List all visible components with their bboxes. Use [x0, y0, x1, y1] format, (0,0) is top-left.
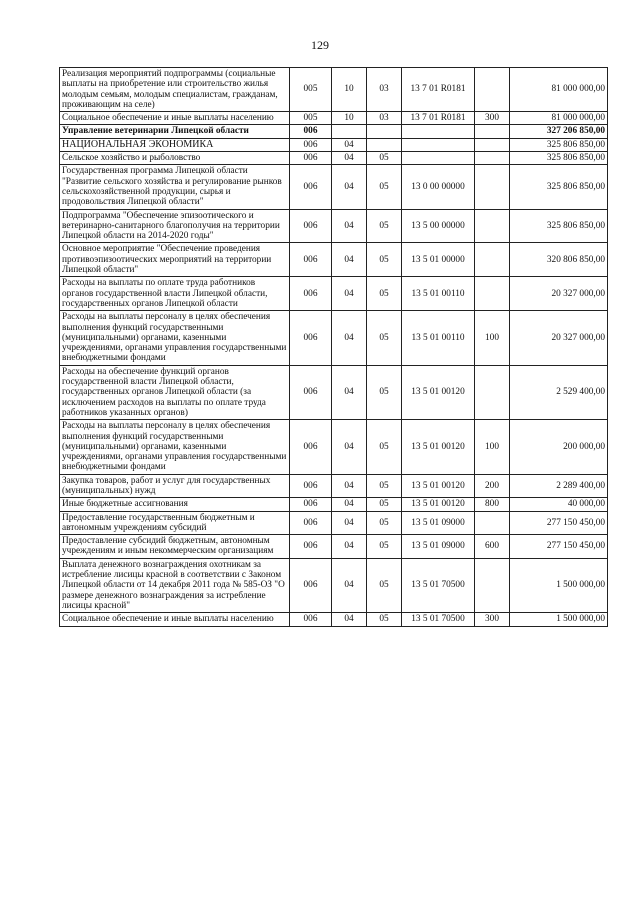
cell-target-article: [402, 138, 475, 151]
cell-name: Предоставление государственным бюджетным и автономным учреждениям субсидий: [60, 511, 290, 535]
cell-name: Расходы на выплаты по оплате труда работников органов государственной власти Липецкой области, государственных органов Липецкой области: [60, 277, 290, 311]
cell-grbs: 006: [290, 613, 332, 626]
table-row: [60, 311, 608, 365]
cell-subsection: 03: [367, 112, 402, 125]
cell-name: Закупка товаров, работ и услуг для государственных (муниципальных) нужд: [60, 474, 290, 498]
cell-subsection: 05: [367, 209, 402, 243]
cell-expense-type: [475, 165, 510, 209]
cell-section: 10: [332, 112, 367, 125]
cell-amount: 327 206 850,00: [510, 125, 608, 138]
cell-expense-type: 600: [475, 535, 510, 559]
cell-section: 04: [332, 511, 367, 535]
cell-subsection: [367, 138, 402, 151]
cell-target-article: 13 5 01 00120: [402, 365, 475, 419]
cell-subsection: 05: [367, 277, 402, 311]
cell-target-article: [402, 152, 475, 165]
table-row: [60, 498, 608, 511]
cell-target-article: 13 5 01 09000: [402, 535, 475, 559]
cell-name: Социальное обеспечение и иные выплаты населению: [60, 613, 290, 626]
table-row: [60, 209, 608, 243]
table-row: [60, 112, 608, 125]
cell-section: 04: [332, 209, 367, 243]
cell-section: 04: [332, 535, 367, 559]
cell-amount: 81 000 000,00: [510, 68, 608, 112]
cell-expense-type: [475, 138, 510, 151]
cell-expense-type: [475, 68, 510, 112]
cell-expense-type: [475, 125, 510, 138]
cell-target-article: 13 5 01 00110: [402, 277, 475, 311]
table-row: [60, 511, 608, 535]
cell-section: 04: [332, 138, 367, 151]
cell-subsection: 05: [367, 420, 402, 474]
cell-subsection: 05: [367, 613, 402, 626]
table-row: [60, 68, 608, 112]
cell-target-article: 13 5 01 00120: [402, 498, 475, 511]
cell-amount: 200 000,00: [510, 420, 608, 474]
cell-target-article: 13 5 00 00000: [402, 209, 475, 243]
cell-subsection: 05: [367, 365, 402, 419]
table-row: [60, 420, 608, 474]
cell-amount: 20 327 000,00: [510, 311, 608, 365]
cell-grbs: 006: [290, 277, 332, 311]
cell-grbs: 006: [290, 558, 332, 612]
cell-name: Реализация мероприятий подпрограммы (социальные выплаты на приобретение или строительство жилья молодым семьям, молодым специалистам, гражданам, проживающим на селе): [60, 68, 290, 112]
cell-grbs: 006: [290, 152, 332, 165]
cell-amount: 81 000 000,00: [510, 112, 608, 125]
cell-expense-type: [475, 558, 510, 612]
cell-subsection: 05: [367, 165, 402, 209]
cell-expense-type: 200: [475, 474, 510, 498]
cell-grbs: 006: [290, 243, 332, 277]
cell-expense-type: [475, 243, 510, 277]
cell-grbs: 005: [290, 68, 332, 112]
cell-section: 04: [332, 498, 367, 511]
cell-grbs: 006: [290, 420, 332, 474]
cell-amount: 320 806 850,00: [510, 243, 608, 277]
cell-subsection: 05: [367, 243, 402, 277]
cell-expense-type: [475, 365, 510, 419]
table-row: [60, 474, 608, 498]
cell-expense-type: 300: [475, 613, 510, 626]
cell-section: 10: [332, 68, 367, 112]
cell-grbs: 006: [290, 365, 332, 419]
cell-expense-type: [475, 511, 510, 535]
cell-section: 04: [332, 277, 367, 311]
cell-amount: 2 529 400,00: [510, 365, 608, 419]
cell-expense-type: 100: [475, 311, 510, 365]
cell-expense-type: 300: [475, 112, 510, 125]
table-row: [60, 152, 608, 165]
cell-section: 04: [332, 365, 367, 419]
table-row: [60, 535, 608, 559]
table-row: [60, 243, 608, 277]
cell-amount: 1 500 000,00: [510, 613, 608, 626]
cell-subsection: 05: [367, 474, 402, 498]
cell-target-article: 13 5 01 09000: [402, 511, 475, 535]
cell-amount: 325 806 850,00: [510, 209, 608, 243]
table-row: [60, 277, 608, 311]
cell-name: Предоставление субсидий бюджетным, автономным учреждениям и иным некоммерческим организациям: [60, 535, 290, 559]
cell-section: [332, 125, 367, 138]
cell-target-article: 13 0 00 00000: [402, 165, 475, 209]
table-row: [60, 125, 608, 138]
cell-amount: 1 500 000,00: [510, 558, 608, 612]
cell-name: Сельское хозяйство и рыболовство: [60, 152, 290, 165]
cell-amount: 277 150 450,00: [510, 511, 608, 535]
cell-section: 04: [332, 152, 367, 165]
cell-grbs: 006: [290, 474, 332, 498]
cell-amount: 325 806 850,00: [510, 138, 608, 151]
cell-section: 04: [332, 420, 367, 474]
cell-name: Основное мероприятие "Обеспечение проведения противоэпизоотических мероприятий на территории Липецкой области": [60, 243, 290, 277]
cell-name: Выплата денежного вознаграждения охотникам за истребление лисицы красной в соответствии с Законом Липецкой области от 14 декабря 2011 года № 585-ОЗ "О размере денежного вознаграждения за истребление лисицы красной": [60, 558, 290, 612]
cell-grbs: 006: [290, 138, 332, 151]
cell-grbs: 006: [290, 165, 332, 209]
cell-subsection: 05: [367, 535, 402, 559]
cell-name: Подпрограмма "Обеспечение эпизоотического и ветеринарно-санитарного благополучия на территории Липецкой области на 2014-2020 годы": [60, 209, 290, 243]
cell-section: 04: [332, 165, 367, 209]
cell-subsection: [367, 125, 402, 138]
cell-name: Государственная программа Липецкой области "Развитие сельского хозяйства и регулирование рынков сельскохозяйственной продукции, сырья и продовольствия Липецкой области": [60, 165, 290, 209]
cell-grbs: 006: [290, 498, 332, 511]
cell-name: Расходы на выплаты персоналу в целях обеспечения выполнения функций государственными (муниципальными) органами, казенными учреждениями, органами управления государственными внебюджетными фондами: [60, 311, 290, 365]
cell-amount: 2 289 400,00: [510, 474, 608, 498]
cell-subsection: 05: [367, 152, 402, 165]
cell-name: Социальное обеспечение и иные выплаты населению: [60, 112, 290, 125]
cell-section: 04: [332, 311, 367, 365]
cell-amount: 325 806 850,00: [510, 152, 608, 165]
cell-section: 04: [332, 243, 367, 277]
cell-expense-type: 100: [475, 420, 510, 474]
table-row: [60, 365, 608, 419]
cell-target-article: 13 5 01 70500: [402, 613, 475, 626]
cell-section: 04: [332, 613, 367, 626]
cell-target-article: 13 5 01 00000: [402, 243, 475, 277]
cell-target-article: 13 5 01 00110: [402, 311, 475, 365]
table-row: [60, 613, 608, 626]
cell-expense-type: 800: [475, 498, 510, 511]
cell-name: Расходы на обеспечение функций органов государственной власти Липецкой области, государственных органов Липецкой области (за исключением расходов на выплаты по оплате труда работников указанных органов): [60, 365, 290, 419]
cell-amount: 20 327 000,00: [510, 277, 608, 311]
cell-subsection: 03: [367, 68, 402, 112]
cell-expense-type: [475, 277, 510, 311]
cell-amount: 277 150 450,00: [510, 535, 608, 559]
cell-expense-type: [475, 152, 510, 165]
cell-grbs: 006: [290, 209, 332, 243]
cell-target-article: 13 5 01 70500: [402, 558, 475, 612]
cell-target-article: 13 7 01 R0181: [402, 112, 475, 125]
cell-grbs: 006: [290, 535, 332, 559]
table-row: [60, 138, 608, 151]
cell-subsection: 05: [367, 558, 402, 612]
budget-table: [59, 67, 608, 627]
cell-subsection: 05: [367, 498, 402, 511]
cell-amount: 325 806 850,00: [510, 165, 608, 209]
cell-grbs: 005: [290, 112, 332, 125]
cell-expense-type: [475, 209, 510, 243]
cell-amount: 40 000,00: [510, 498, 608, 511]
cell-name: Управление ветеринарии Липецкой области: [60, 125, 290, 138]
table-row: [60, 165, 608, 209]
cell-name: НАЦИОНАЛЬНАЯ ЭКОНОМИКА: [60, 138, 290, 151]
cell-grbs: 006: [290, 125, 332, 138]
cell-subsection: 05: [367, 311, 402, 365]
cell-section: 04: [332, 474, 367, 498]
cell-target-article: 13 5 01 00120: [402, 420, 475, 474]
cell-grbs: 006: [290, 511, 332, 535]
table-row: [60, 558, 608, 612]
cell-subsection: 05: [367, 511, 402, 535]
cell-grbs: 006: [290, 311, 332, 365]
cell-section: 04: [332, 558, 367, 612]
cell-name: Расходы на выплаты персоналу в целях обеспечения выполнения функций государственными (муниципальными) органами, казенными учреждениями, органами управления государственными внебюджетными фондами: [60, 420, 290, 474]
cell-target-article: [402, 125, 475, 138]
cell-name: Иные бюджетные ассигнования: [60, 498, 290, 511]
cell-target-article: 13 7 01 R0181: [402, 68, 475, 112]
page-number: 129: [311, 38, 329, 52]
cell-target-article: 13 5 01 00120: [402, 474, 475, 498]
